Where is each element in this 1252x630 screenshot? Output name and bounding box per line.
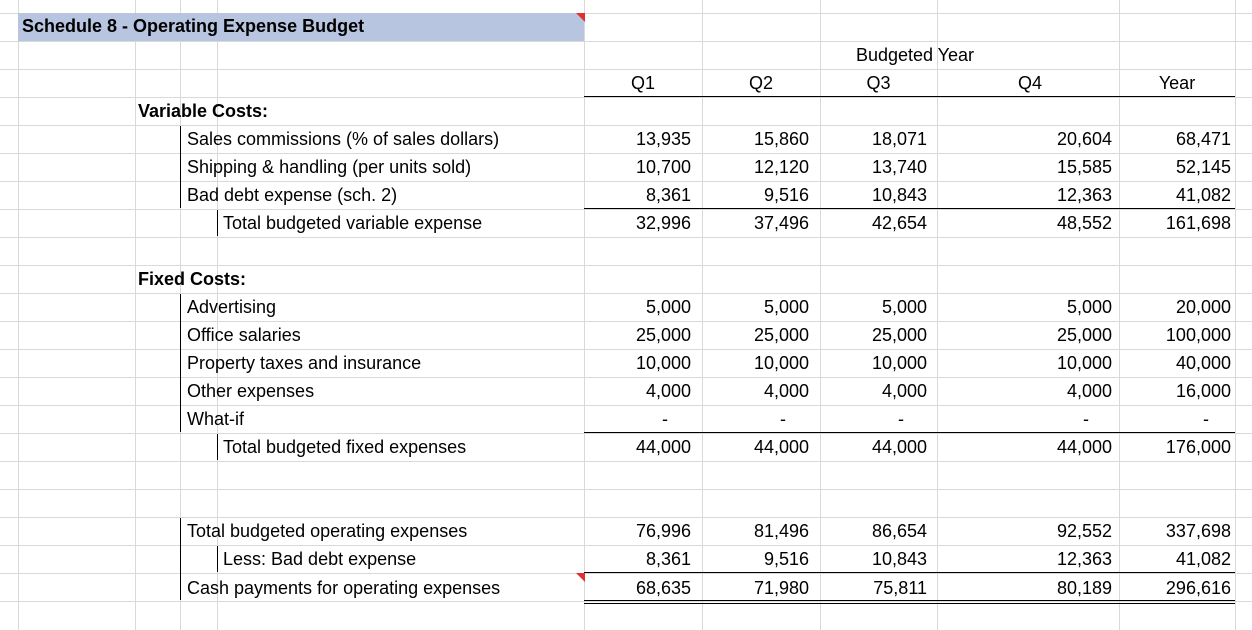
cell-total-fixed-q1[interactable]: 44,000 — [635, 437, 691, 457]
cell-total-variable-q1[interactable]: 32,996 — [635, 213, 691, 233]
cell-sales-commissions-year[interactable]: 68,471 — [1175, 129, 1231, 149]
less-bad-debt-indent-bar — [217, 546, 218, 572]
fixed-costs-heading: Fixed Costs: — [138, 269, 247, 289]
cell-total-operating-year[interactable]: 337,698 — [1165, 521, 1231, 541]
cash-payments-top-line — [584, 572, 1235, 573]
row-label-sales-commissions: Sales commissions (% of sales dollars) — [187, 129, 500, 149]
cell-bad-debt-q2[interactable]: 9,516 — [763, 185, 809, 205]
column-header-q4: Q4 — [1017, 73, 1042, 93]
header-underline — [584, 96, 1235, 97]
cell-less-bad-debt-q4[interactable]: 12,363 — [1056, 549, 1112, 569]
variable-total-indent-bar — [217, 210, 218, 236]
cell-property-taxes-q1[interactable]: 10,000 — [635, 353, 691, 373]
cell-other-expenses-q2[interactable]: 4,000 — [763, 381, 809, 401]
row-label-total-fixed: Total budgeted fixed expenses — [223, 437, 467, 457]
cell-total-fixed-q3[interactable]: 44,000 — [871, 437, 927, 457]
cell-bad-debt-q1[interactable]: 8,361 — [645, 185, 691, 205]
fixed-indent-bar — [180, 294, 181, 432]
cell-other-expenses-q4[interactable]: 4,000 — [1066, 381, 1112, 401]
cell-sales-commissions-q2[interactable]: 15,860 — [753, 129, 809, 149]
row-label-office-salaries: Office salaries — [187, 325, 301, 345]
column-header-q1: Q1 — [630, 73, 655, 93]
cell-cash-payments-year[interactable]: 296,616 — [1165, 578, 1231, 598]
cell-office-salaries-q4[interactable]: 25,000 — [1056, 325, 1112, 345]
cell-total-fixed-year[interactable]: 176,000 — [1165, 437, 1231, 457]
row-label-advertising: Advertising — [187, 297, 277, 317]
cell-total-operating-q4[interactable]: 92,552 — [1056, 521, 1112, 541]
cell-total-operating-q3[interactable]: 86,654 — [871, 521, 927, 541]
row-label-other-expenses: Other expenses — [187, 381, 315, 401]
cell-office-salaries-year[interactable]: 100,000 — [1165, 325, 1231, 345]
cell-what-if-q4[interactable]: - — [1083, 409, 1089, 429]
cell-advertising-q3[interactable]: 5,000 — [881, 297, 927, 317]
cell-other-expenses-year[interactable]: 16,000 — [1175, 381, 1231, 401]
cell-cash-payments-q4[interactable]: 80,189 — [1056, 578, 1112, 598]
cash-payments-double-underline — [584, 600, 1235, 604]
cell-total-variable-q4[interactable]: 48,552 — [1056, 213, 1112, 233]
comment-indicator-icon[interactable] — [576, 13, 585, 22]
cell-property-taxes-q4[interactable]: 10,000 — [1056, 353, 1112, 373]
cell-advertising-q1[interactable]: 5,000 — [645, 297, 691, 317]
column-header-q3: Q3 — [866, 73, 891, 93]
cell-total-fixed-q4[interactable]: 44,000 — [1056, 437, 1112, 457]
cell-total-operating-q2[interactable]: 81,496 — [753, 521, 809, 541]
cell-office-salaries-q3[interactable]: 25,000 — [871, 325, 927, 345]
cell-shipping-handling-q3[interactable]: 13,740 — [871, 157, 927, 177]
cell-total-operating-q1[interactable]: 76,996 — [635, 521, 691, 541]
cell-less-bad-debt-q2[interactable]: 9,516 — [763, 549, 809, 569]
cell-sales-commissions-q1[interactable]: 13,935 — [635, 129, 691, 149]
cell-advertising-year[interactable]: 20,000 — [1175, 297, 1231, 317]
cell-what-if-q1[interactable]: - — [662, 409, 668, 429]
fixed-subtotal-line — [584, 432, 1235, 433]
sheet-title: Schedule 8 - Operating Expense Budget — [22, 16, 365, 36]
cell-sales-commissions-q3[interactable]: 18,071 — [871, 129, 927, 149]
cell-sales-commissions-q4[interactable]: 20,604 — [1056, 129, 1112, 149]
row-label-property-taxes: Property taxes and insurance — [187, 353, 422, 373]
cell-what-if-q2[interactable]: - — [780, 409, 786, 429]
cell-bad-debt-q4[interactable]: 12,363 — [1056, 185, 1112, 205]
cell-less-bad-debt-q1[interactable]: 8,361 — [645, 549, 691, 569]
cell-shipping-handling-q4[interactable]: 15,585 — [1056, 157, 1112, 177]
cell-property-taxes-year[interactable]: 40,000 — [1175, 353, 1231, 373]
variable-costs-heading: Variable Costs: — [138, 101, 269, 121]
cell-shipping-handling-year[interactable]: 52,145 — [1175, 157, 1231, 177]
cell-shipping-handling-q2[interactable]: 12,120 — [753, 157, 809, 177]
row-label-cash-payments: Cash payments for operating expenses — [187, 578, 501, 598]
cell-advertising-q2[interactable]: 5,000 — [763, 297, 809, 317]
cell-total-variable-q3[interactable]: 42,654 — [871, 213, 927, 233]
column-header-year: Year — [1158, 73, 1196, 93]
cell-total-variable-year[interactable]: 161,698 — [1165, 213, 1231, 233]
cell-office-salaries-q2[interactable]: 25,000 — [753, 325, 809, 345]
cell-property-taxes-q2[interactable]: 10,000 — [753, 353, 809, 373]
cell-cash-payments-q2[interactable]: 71,980 — [753, 578, 809, 598]
cell-what-if-q3[interactable]: - — [898, 409, 904, 429]
cell-what-if-year[interactable]: - — [1203, 409, 1209, 429]
row-label-total-operating: Total budgeted operating expenses — [187, 521, 468, 541]
cell-advertising-q4[interactable]: 5,000 — [1066, 297, 1112, 317]
cell-less-bad-debt-q3[interactable]: 10,843 — [871, 549, 927, 569]
cell-cash-payments-q1[interactable]: 68,635 — [635, 578, 691, 598]
column-header-q2: Q2 — [748, 73, 773, 93]
cell-other-expenses-q1[interactable]: 4,000 — [645, 381, 691, 401]
summary-indent-bar — [180, 518, 181, 600]
cell-cash-payments-q3[interactable]: 75,811 — [873, 578, 927, 598]
variable-subtotal-line — [584, 208, 1235, 209]
cell-office-salaries-q1[interactable]: 25,000 — [635, 325, 691, 345]
cell-other-expenses-q3[interactable]: 4,000 — [881, 381, 927, 401]
cell-property-taxes-q3[interactable]: 10,000 — [871, 353, 927, 373]
cell-less-bad-debt-year[interactable]: 41,082 — [1175, 549, 1231, 569]
cell-total-fixed-q2[interactable]: 44,000 — [753, 437, 809, 457]
budgeted-year-header: Budgeted Year — [855, 45, 975, 65]
cell-bad-debt-q3[interactable]: 10,843 — [871, 185, 927, 205]
cell-shipping-handling-q1[interactable]: 10,700 — [635, 157, 691, 177]
cell-bad-debt-year[interactable]: 41,082 — [1175, 185, 1231, 205]
row-label-total-variable: Total budgeted variable expense — [223, 213, 483, 233]
fixed-total-indent-bar — [217, 434, 218, 460]
row-label-less-bad-debt: Less: Bad debt expense — [223, 549, 417, 569]
row-label-shipping-handling: Shipping & handling (per units sold) — [187, 157, 472, 177]
row-label-bad-debt: Bad debt expense (sch. 2) — [187, 185, 398, 205]
variable-indent-bar — [180, 126, 181, 208]
row-label-what-if: What-if — [187, 409, 245, 429]
cell-total-variable-q2[interactable]: 37,496 — [753, 213, 809, 233]
